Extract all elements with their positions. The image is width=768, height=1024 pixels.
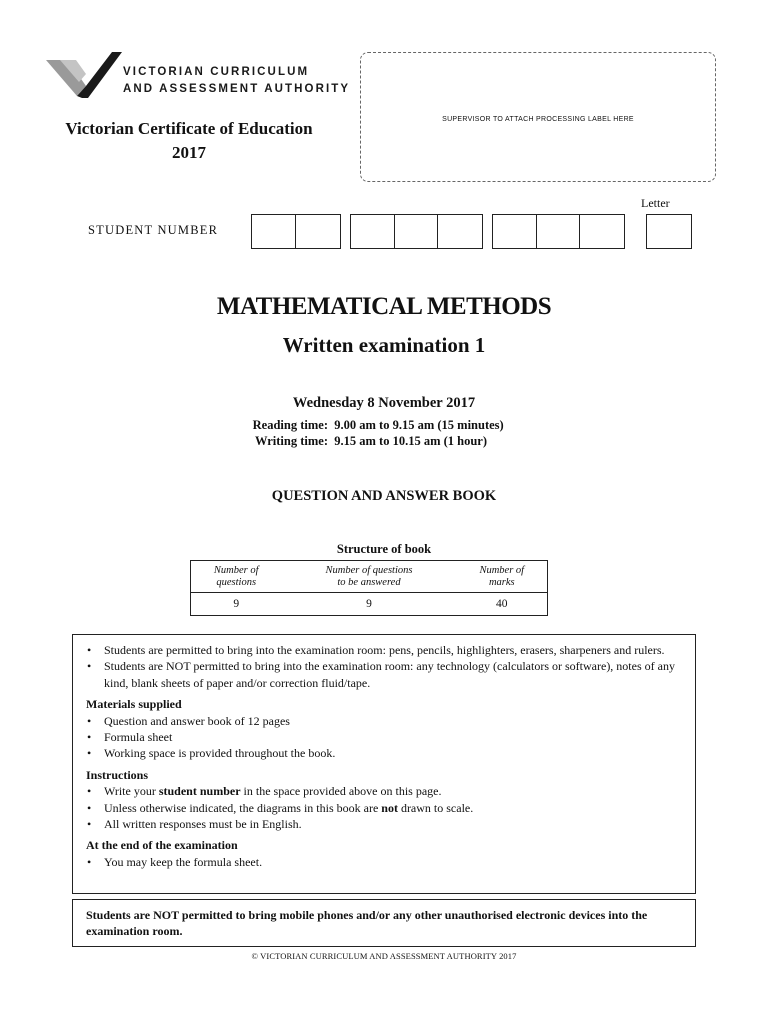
writing-time-row — [236, 433, 504, 449]
mobile-phone-warning: Students are NOT permitted to bring mobile phones and/or any other unauthorised electronic devices into the examination room. — [72, 899, 696, 947]
instructions-list — [86, 783, 683, 832]
structure-title: Structure of book — [336, 542, 432, 556]
instructions-heading: Instructions — [86, 767, 149, 782]
student-number-digit-box[interactable] — [351, 215, 395, 248]
vcaa-logo-wordmark: VICTORIAN CURRICULUM AND ASSESSMENT AUTHORITY — [123, 66, 351, 95]
permitted-list — [86, 642, 683, 691]
cell-number-of-questions: 9 — [191, 593, 282, 616]
list-item: • You may keep the formula sheet. — [86, 854, 683, 870]
structure-table — [190, 560, 548, 616]
certificate-name: Victorian Certificate of Education — [65, 119, 313, 138]
exam-date: Wednesday 8 November 2017 — [292, 395, 476, 411]
exam-times — [236, 417, 504, 449]
list-item: • All written responses must be in English. — [86, 816, 683, 832]
cell-number-of-marks: 40 — [457, 593, 548, 616]
student-number-digit-box[interactable] — [580, 215, 624, 248]
student-number-digit-box[interactable] — [537, 215, 581, 248]
list-item: • Working space is provided throughout the book. — [86, 745, 683, 761]
list-item: • Students are NOT permitted to bring into the examination room: any technology (calculators or software), notes of any kind, blank sheets of paper and/or correction fluid/tape. — [86, 658, 683, 691]
list-item: • Unless otherwise indicated, the diagrams in this book are not drawn to scale. — [86, 800, 683, 816]
student-number-letter-group — [646, 214, 692, 249]
end-of-exam-heading: At the end of the examination — [86, 838, 238, 853]
book-title: QUESTION AND ANSWER BOOK — [271, 488, 497, 504]
exam-title: MATHEMATICAL METHODS — [216, 293, 552, 320]
list-item: • Question and answer book of 12 pages — [86, 713, 683, 729]
structure-data-row — [191, 593, 548, 616]
header-questions-to-answer: Number of questions to be answered — [281, 561, 456, 593]
student-number-digit-box[interactable] — [493, 215, 537, 248]
processing-label-area — [360, 52, 716, 182]
student-number-group-1 — [251, 214, 341, 249]
student-number-label: STUDENT NUMBER — [88, 223, 219, 237]
end-of-exam-list — [86, 854, 683, 870]
student-number-digit-box[interactable] — [252, 215, 296, 248]
student-number-digit-box[interactable] — [438, 215, 482, 248]
exam-subtitle: Written examination 1 — [282, 333, 486, 357]
list-item: • Write your student number in the space provided above on this page. — [86, 783, 683, 799]
vcaa-logo-icon — [46, 52, 122, 100]
vcaa-logo — [46, 52, 351, 102]
cell-questions-to-answer: 9 — [281, 593, 456, 616]
list-item: • Formula sheet — [86, 729, 683, 745]
materials-list — [86, 713, 683, 762]
copyright-notice: © VICTORIAN CURRICULUM AND ASSESSMENT AUTHORITY 2017 — [251, 951, 517, 961]
materials-heading: Materials supplied — [86, 697, 182, 712]
student-number-digit-box[interactable] — [296, 215, 340, 248]
processing-label-text: SUPERVISOR TO ATTACH PROCESSING LABEL HERE — [442, 116, 634, 123]
certificate-heading — [30, 117, 348, 165]
student-number-group-3 — [492, 214, 625, 249]
letter-label: Letter — [641, 196, 670, 210]
writing-time-value: 9.15 am to 10.15 am (1 hour) — [334, 434, 488, 448]
reading-time-label: Reading time: — [252, 418, 328, 432]
certificate-year: 2017 — [172, 143, 206, 162]
list-item: • Students are permitted to bring into the examination room: pens, pencils, highlighters, erasers, sharpeners and rulers. — [86, 642, 683, 658]
student-number-digit-box[interactable] — [395, 215, 439, 248]
student-number-boxes — [251, 214, 692, 249]
header-number-of-questions: Number of questions — [191, 561, 282, 593]
structure-header-row — [191, 561, 548, 593]
reading-time-value: 9.00 am to 9.15 am (15 minutes) — [334, 418, 504, 432]
reading-time-row — [236, 417, 504, 433]
student-number-group-2 — [350, 214, 483, 249]
header-number-of-marks: Number of marks — [457, 561, 548, 593]
instructions-box — [72, 634, 696, 894]
student-number-letter-box[interactable] — [647, 215, 691, 248]
writing-time-label: Writing time: — [254, 434, 328, 448]
